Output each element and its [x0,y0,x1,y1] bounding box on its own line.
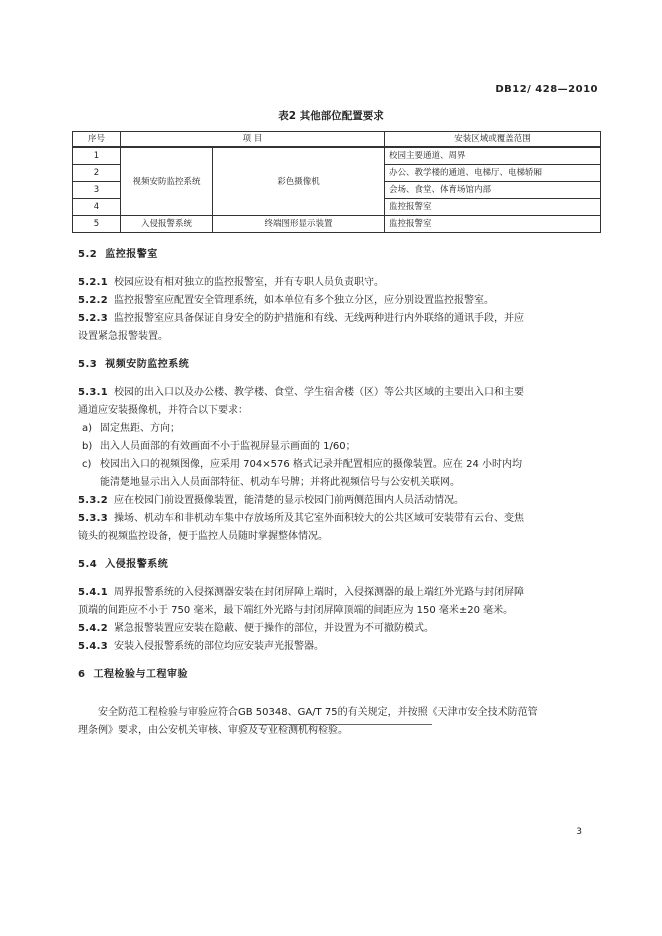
col-header-area: 安装区域或覆盖范围 [385,132,601,148]
clause-text: 安装入侵报警系统的部位均应安装声光报警器。 [113,641,324,652]
clause-5-4-2 [78,620,598,638]
clause-text: 监控报警室应配置安全管理系统，如本单位有多个独立分区，应分别设置监控报警室。 [113,295,494,306]
clause-number: 5.4.1 [78,587,108,598]
clause-5-4-1 [78,584,598,602]
table-row [73,216,601,233]
config-table [72,131,601,233]
cell-area: 监控报警室 [385,199,601,216]
section-heading-6 [78,666,598,684]
cell-no: 4 [73,199,121,216]
clause-text: 周界报警系统的入侵探测器安装在封闭屏障上端时，入侵探测器的最上端红外光路与封闭屏障 [113,587,524,598]
list-item [78,456,598,474]
clause-text: 监控报警室应具备保证自身安全的防护措施和有线、无线两种进行内外联络的通讯手段，并应 [113,313,524,324]
section-number: 5.2 [78,249,98,260]
list-text: 校园出入口的视频图像，应采用 704×576 格式记录并配置相应的摄像装置。应在 24 小时内均 [100,459,522,470]
list-text: 固定焦距、方向； [100,423,180,434]
section-heading-5-4 [78,556,598,574]
table-row [73,147,601,165]
cell-device: 终端图形显示装置 [213,216,385,233]
cell-area: 监控报警室 [385,216,601,233]
cell-system: 视频安防监控系统 [121,147,213,216]
cell-system: 入侵报警系统 [121,216,213,233]
cell-area: 会场、食堂、体育场馆内部 [385,182,601,199]
clause-number: 5.4.2 [78,623,108,634]
cell-device: 彩色摄像机 [213,147,385,216]
clause-number: 5.4.3 [78,641,108,652]
clause-5-2-3 [78,310,598,328]
document-body [78,246,598,740]
clause-5-3-1-cont: 通道应安装摄像机，并符合以下要求： [78,405,248,416]
col-header-item: 项 目 [121,132,385,148]
cell-no: 5 [73,216,121,233]
list-item [78,420,598,438]
section-heading-5-3 [78,356,598,374]
clause-5-4-3 [78,638,598,656]
list-marker: a) [82,423,93,434]
clause-text: 紧急报警装置应安装在隐蔽、便于操作的部位，并设置为不可撤防模式。 [113,623,434,634]
clause-number: 5.3.2 [78,495,108,506]
clause-number: 5.2.1 [78,277,108,288]
clause-5-3-1 [78,384,598,402]
section-title: 监控报警室 [105,249,158,260]
clause-5-4-1-cont: 顶端的间距应不小于 750 毫米，最下端红外光路与封闭屏障顶端的间距应为 150 毫米±20 毫米。 [78,605,514,616]
cell-no: 2 [73,165,121,182]
page-number: 3 [576,827,582,837]
clause-5-3-2 [78,492,598,510]
clause-text: 应在校园门前设置摄像装置，能清楚的显示校园门前两侧范围内人员活动情况。 [113,495,464,506]
list-item [78,438,598,456]
cell-no: 1 [73,147,121,165]
section-number: 5.4 [78,559,98,570]
clause-number: 5.2.2 [78,295,108,306]
table-title: 表2 其他部位配置要求 [278,110,384,122]
clause-number: 5.3.1 [78,387,108,398]
clause-number: 5.2.3 [78,313,108,324]
section-heading-5-2 [78,246,598,264]
standard-code: DB12/ 428—2010 [495,84,598,95]
section-6-body-cont: 理条例》要求，由公安机关审核、审验及专业检测机构检验。 [78,725,348,736]
end-divider [242,724,432,725]
clause-text: 操场、机动车和非机动车集中存放场所及其它室外面积较大的公共区域可安装带有云台、变焦 [113,513,524,524]
list-item-cont: 能清楚地显示出入人员面部特征、机动车号牌；并将此视频信号与公安机关联网。 [100,477,460,488]
cell-area: 办公、教学楼的通道、电梯厅、电梯轿厢 [385,165,601,182]
clause-text: 校园应设有相对独立的监控报警室，并有专职人员负责职守。 [113,277,384,288]
clause-5-2-2 [78,292,598,310]
list-marker: b) [82,441,93,452]
section-number: 5.3 [78,359,98,370]
section-title: 入侵报警系统 [105,559,169,570]
cell-no: 3 [73,182,121,199]
clause-text: 校园的出入口以及办公楼、教学楼、食堂、学生宿舍楼（区）等公共区域的主要出入口和主要 [113,387,524,398]
list-text: 出入人员面部的有效画面不小于监视屏显示画面的 1/60； [100,441,356,452]
section-title: 视频安防监控系统 [105,359,190,370]
clause-5-2-1 [78,274,598,292]
section-6-body: 安全防范工程检验与审验应符合GB 50348、GA/T 75的有关规定，并按照《天津市安全技术防范管 [98,707,538,718]
col-header-no: 序号 [73,132,121,148]
section-number: 6 [78,669,86,680]
cell-area: 校园主要通道、周界 [385,147,601,165]
clause-5-3-3 [78,510,598,528]
clause-number: 5.3.3 [78,513,108,524]
table-header-row [73,132,601,148]
clause-5-2-3-cont: 设置紧急报警装置。 [78,331,168,342]
clause-5-3-3-cont: 镜头的视频监控设备，便于监控人员随时掌握整体情况。 [78,531,328,542]
list-marker: c) [82,459,92,470]
section-title: 工程检验与工程审验 [93,669,188,680]
